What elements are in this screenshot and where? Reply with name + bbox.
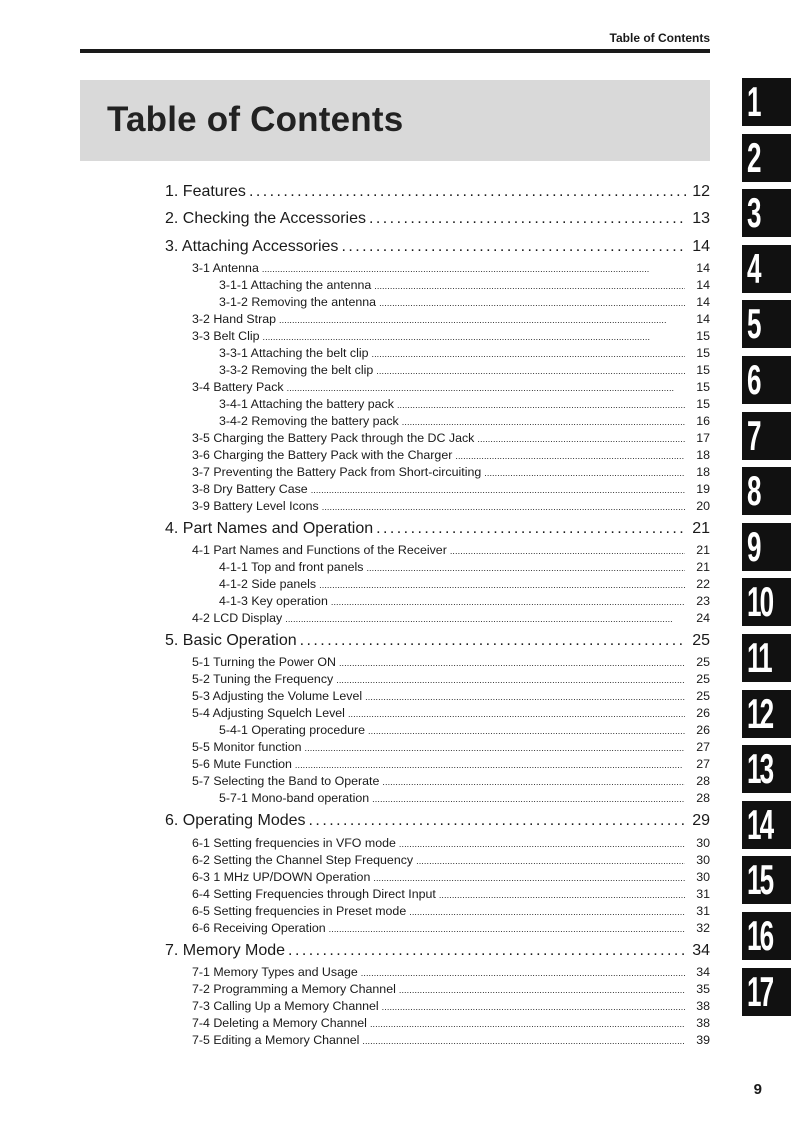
toc-entry[interactable] [165, 937, 710, 964]
toc-entry-page: 30 [696, 835, 710, 850]
toc-entry[interactable] [165, 430, 710, 447]
dot-leader [376, 363, 685, 379]
toc-entry-page: 27 [696, 757, 710, 772]
toc-entry-page: 25 [696, 655, 710, 670]
toc-entry[interactable] [165, 311, 710, 328]
dot-leader [263, 329, 686, 345]
dot-leader [366, 560, 685, 576]
toc-entry-page: 38 [696, 999, 710, 1014]
toc-entry-title: 7-2 Programming a Memory Channel [192, 982, 396, 997]
dot-leader [379, 295, 685, 311]
toc-entry[interactable] [165, 345, 710, 362]
toc-entry-title: 3-1-2 Removing the antenna [219, 294, 377, 309]
chapter-tab[interactable] [742, 467, 791, 515]
dot-leader [322, 499, 685, 515]
toc-entry-title: 3-9 Battery Level Icons [192, 498, 319, 513]
toc-entry-title: 5-4 Adjusting Squelch Level [192, 706, 345, 721]
toc-entry-page: 13 [692, 210, 710, 228]
toc-entry[interactable] [165, 379, 710, 396]
toc-entry-page: 35 [696, 982, 710, 997]
toc-entry[interactable] [165, 593, 710, 610]
dot-leader [376, 515, 686, 542]
toc-entry-page: 39 [696, 1033, 710, 1048]
toc-entry-page: 34 [696, 965, 710, 980]
chapter-tab[interactable] [742, 578, 791, 626]
toc-entry[interactable] [165, 981, 710, 998]
toc-entry[interactable] [165, 1015, 710, 1032]
toc-entry[interactable] [165, 835, 710, 852]
dot-leader [484, 465, 685, 481]
toc-entry-title: 5-6 Mute Function [192, 757, 292, 772]
toc-entry-title: 7-1 Memory Types and Usage [192, 965, 358, 980]
dot-leader [416, 853, 685, 869]
chapter-tab-label: 17 [747, 967, 773, 1015]
chapter-tab[interactable] [742, 245, 791, 293]
page-title: Table of Contents [107, 100, 404, 139]
chapter-tab[interactable] [742, 412, 791, 460]
toc-entry-title: 5-2 Tuning the Frequency [192, 672, 334, 687]
chapter-tab-label: 7 [747, 411, 760, 459]
toc-entry-page: 38 [696, 1016, 710, 1031]
dot-leader [319, 577, 685, 593]
toc-entry-page: 28 [696, 774, 710, 789]
toc-entry-title: 5-7 Selecting the Band to Operate [192, 774, 380, 789]
chapter-tab[interactable] [742, 78, 791, 126]
toc-entry-page: 28 [696, 791, 710, 806]
toc-entry[interactable] [165, 671, 710, 688]
toc-entry-page: 15 [696, 345, 710, 360]
toc-entry-page: 31 [696, 886, 710, 901]
toc-entry-page: 21 [696, 543, 710, 558]
chapter-tab-label: 12 [747, 689, 773, 737]
toc-entry-title: 3-5 Charging the Battery Pack through the DC Jack [192, 430, 475, 445]
toc-entry-page: 18 [696, 464, 710, 479]
dot-leader [339, 655, 685, 671]
toc-entry[interactable] [165, 178, 710, 205]
toc-entry-title: 3-4 Battery Pack [192, 379, 284, 394]
toc-entry[interactable] [165, 722, 710, 739]
chapter-tab[interactable] [742, 912, 791, 960]
toc-entry[interactable] [165, 362, 710, 379]
dot-leader [477, 431, 685, 447]
toc-entry-page: 15 [696, 362, 710, 377]
chapter-tab-label: 11 [747, 633, 771, 681]
chapter-tab[interactable] [742, 523, 791, 571]
toc-entry-title: 4-1 Part Names and Functions of the Receiver [192, 543, 447, 558]
toc-entry[interactable] [165, 205, 710, 232]
chapter-tab[interactable] [742, 356, 791, 404]
dot-leader [361, 965, 685, 981]
toc-entry-page: 14 [696, 260, 710, 275]
dot-leader [369, 205, 686, 232]
dot-leader [348, 706, 685, 722]
toc-entry-title: 2. Checking the Accessories [165, 210, 366, 228]
toc-entry[interactable] [165, 869, 710, 886]
chapter-tab[interactable] [742, 968, 791, 1016]
chapter-tab[interactable] [742, 745, 791, 793]
toc-entry-page: 17 [696, 430, 710, 445]
toc-entry-title: 3-3 Belt Clip [192, 328, 260, 343]
table-of-contents [165, 178, 710, 1049]
toc-entry-title: 3-6 Charging the Battery Pack with the Charger [192, 447, 453, 462]
toc-entry-title: 3-7 Preventing the Battery Pack from Short-circuiting [192, 464, 482, 479]
toc-entry-page: 32 [696, 920, 710, 935]
dot-leader [362, 1033, 685, 1049]
dot-leader [372, 791, 685, 807]
toc-entry-page: 25 [696, 689, 710, 704]
chapter-tab-label: 5 [747, 300, 760, 348]
toc-entry-title: 7-4 Deleting a Memory Channel [192, 1016, 367, 1031]
chapter-tab-label: 10 [747, 578, 773, 626]
toc-entry[interactable] [165, 559, 710, 576]
toc-entry[interactable] [165, 481, 710, 498]
toc-entry-title: 1. Features [165, 183, 246, 200]
toc-entry-title: 3. Attaching Accessories [165, 237, 339, 255]
toc-entry-title: 3-3-1 Attaching the belt clip [219, 345, 369, 360]
dot-leader [455, 448, 685, 464]
chapter-tab[interactable] [742, 856, 791, 904]
dot-leader [311, 482, 685, 498]
chapter-tab-label: 15 [747, 856, 773, 904]
toc-entry-page: 22 [696, 577, 710, 592]
chapter-tab-label: 6 [747, 355, 760, 403]
chapter-tab-label: 3 [747, 189, 760, 237]
toc-entry[interactable] [165, 464, 710, 481]
chapter-tab-label: 16 [747, 911, 773, 959]
toc-entry-title: 4-1-2 Side panels [219, 577, 317, 592]
toc-entry-title: 5-3 Adjusting the Volume Level [192, 689, 363, 704]
toc-entry-title: 7-3 Calling Up a Memory Channel [192, 999, 379, 1014]
chapter-tab-label: 1 [747, 78, 760, 125]
title-banner [80, 80, 710, 161]
dot-leader [409, 904, 685, 920]
dot-leader [329, 921, 685, 937]
page-number: 9 [753, 1081, 762, 1098]
toc-entry[interactable] [165, 260, 710, 277]
toc-entry-title: 3-3-2 Removing the belt clip [219, 362, 374, 377]
dot-leader [397, 397, 685, 413]
toc-entry[interactable] [165, 542, 710, 559]
chapter-tab[interactable] [742, 189, 791, 237]
dot-leader [262, 261, 685, 277]
dot-leader [336, 672, 685, 688]
toc-entry-page: 26 [696, 723, 710, 738]
toc-entry[interactable] [165, 515, 710, 542]
toc-entry[interactable] [165, 807, 710, 834]
chapter-tab[interactable] [742, 801, 791, 849]
toc-entry[interactable] [165, 688, 710, 705]
toc-entry-page: 15 [696, 396, 710, 411]
toc-entry-page: 26 [696, 706, 710, 721]
dot-leader [371, 346, 685, 362]
toc-entry-title: 6-4 Setting Frequencies through Direct Input [192, 886, 436, 901]
dot-leader [279, 312, 685, 328]
dot-leader [287, 380, 685, 396]
toc-entry-page: 25 [696, 672, 710, 687]
toc-entry-title: 4-2 LCD Display [192, 611, 283, 626]
dot-leader [309, 807, 686, 834]
toc-entry-title: 6-2 Setting the Channel Step Frequency [192, 852, 414, 867]
toc-entry-page: 31 [696, 903, 710, 918]
toc-entry[interactable] [165, 396, 710, 413]
toc-entry-page: 14 [696, 311, 710, 326]
toc-entry[interactable] [165, 294, 710, 311]
toc-entry-title: 5-1 Turning the Power ON [192, 655, 336, 670]
toc-entry-title: 7-5 Editing a Memory Channel [192, 1033, 360, 1048]
chapter-tab[interactable] [742, 634, 791, 682]
toc-entry-title: 5-7-1 Mono-band operation [219, 791, 370, 806]
toc-entry[interactable] [165, 705, 710, 722]
toc-entry-title: 3-1-1 Attaching the antenna [219, 277, 372, 292]
chapter-tab-label: 2 [747, 133, 760, 181]
toc-entry-page: 25 [692, 632, 710, 650]
dot-leader [382, 774, 685, 790]
toc-entry-title: 3-2 Hand Strap [192, 311, 277, 326]
toc-entry-title: 7. Memory Mode [165, 941, 286, 959]
toc-entry[interactable] [165, 886, 710, 903]
toc-entry-title: 5-4-1 Operating procedure [219, 723, 366, 738]
dot-leader [399, 982, 685, 998]
dot-leader [295, 757, 685, 773]
toc-entry[interactable] [165, 498, 710, 515]
toc-entry[interactable] [165, 654, 710, 671]
chapter-tab[interactable] [742, 300, 791, 348]
toc-entry[interactable] [165, 413, 710, 430]
running-header: Table of Contents [609, 31, 710, 45]
toc-entry[interactable] [165, 627, 710, 654]
toc-entry[interactable] [165, 756, 710, 773]
toc-entry-title: 5. Basic Operation [165, 632, 297, 650]
dot-leader [402, 414, 685, 430]
toc-entry-page: 14 [692, 237, 710, 255]
toc-entry[interactable] [165, 773, 710, 790]
toc-entry[interactable] [165, 610, 710, 627]
chapter-tab-label: 13 [747, 745, 773, 793]
toc-entry-title: 6. Operating Modes [165, 812, 306, 830]
dot-leader [285, 611, 685, 627]
toc-entry-page: 14 [696, 277, 710, 292]
toc-entry-title: 4-1-3 Key operation [219, 594, 328, 609]
toc-entry-title: 3-4-1 Attaching the battery pack [219, 396, 394, 411]
toc-entry-page: 14 [696, 294, 710, 309]
dot-leader [368, 723, 685, 739]
toc-entry-title: 3-4-2 Removing the battery pack [219, 413, 399, 428]
chapter-tab-label: 14 [747, 800, 773, 848]
toc-entry[interactable] [165, 576, 710, 593]
toc-entry[interactable] [165, 964, 710, 981]
toc-entry-page: 21 [696, 560, 710, 575]
toc-entry[interactable] [165, 1032, 710, 1049]
toc-entry-page: 12 [692, 183, 710, 200]
chapter-tab-label: 4 [747, 244, 760, 292]
dot-leader [373, 870, 685, 886]
toc-entry-title: 6-6 Receiving Operation [192, 920, 326, 935]
toc-entry[interactable] [165, 277, 710, 294]
dot-leader [374, 278, 685, 294]
toc-entry-title: 5-5 Monitor function [192, 740, 302, 755]
chapter-tab-label: 8 [747, 467, 760, 515]
header-rule [80, 49, 710, 53]
toc-entry[interactable] [165, 739, 710, 756]
toc-entry[interactable] [165, 852, 710, 869]
chapter-tab[interactable] [742, 134, 791, 182]
toc-entry[interactable] [165, 790, 710, 807]
dot-leader [370, 1016, 685, 1032]
chapter-tabs [742, 78, 791, 1023]
dot-leader [288, 937, 686, 964]
toc-entry[interactable] [165, 328, 710, 345]
toc-entry-page: 23 [696, 594, 710, 609]
chapter-tab[interactable] [742, 690, 791, 738]
toc-entry-title: 6-1 Setting frequencies in VFO mode [192, 835, 396, 850]
toc-entry-title: 4. Part Names and Operation [165, 519, 374, 537]
toc-entry-page: 30 [696, 852, 710, 867]
toc-entry-page: 15 [696, 328, 710, 343]
toc-entry[interactable] [165, 920, 710, 937]
dot-leader [382, 999, 685, 1015]
toc-entry[interactable] [165, 903, 710, 920]
toc-entry-page: 30 [696, 869, 710, 884]
toc-entry-title: 4-1-1 Top and front panels [219, 560, 364, 575]
toc-entry[interactable] [165, 233, 710, 260]
toc-entry-title: 6-3 1 MHz UP/DOWN Operation [192, 869, 371, 884]
dot-leader [249, 178, 686, 205]
toc-entry-page: 20 [696, 498, 710, 513]
dot-leader [341, 233, 686, 260]
toc-entry-page: 29 [692, 812, 710, 830]
dot-leader [365, 689, 685, 705]
dot-leader [300, 627, 686, 654]
dot-leader [399, 836, 685, 852]
dot-leader [331, 594, 685, 610]
toc-entry-page: 18 [696, 447, 710, 462]
toc-entry-page: 27 [696, 740, 710, 755]
dot-leader [439, 887, 685, 903]
toc-entry-page: 24 [696, 611, 710, 626]
toc-entry-page: 19 [696, 481, 710, 496]
dot-leader [305, 740, 685, 756]
dot-leader [450, 543, 685, 559]
toc-entry-title: 3-1 Antenna [192, 260, 259, 275]
toc-entry-title: 3-8 Dry Battery Case [192, 481, 308, 496]
chapter-tab-label: 9 [747, 522, 760, 570]
toc-entry[interactable] [165, 998, 710, 1015]
toc-entry[interactable] [165, 447, 710, 464]
toc-entry-page: 15 [696, 379, 710, 394]
toc-entry-page: 16 [696, 413, 710, 428]
toc-entry-title: 6-5 Setting frequencies in Preset mode [192, 903, 407, 918]
toc-entry-page: 21 [692, 519, 710, 537]
toc-entry-page: 34 [692, 941, 710, 959]
